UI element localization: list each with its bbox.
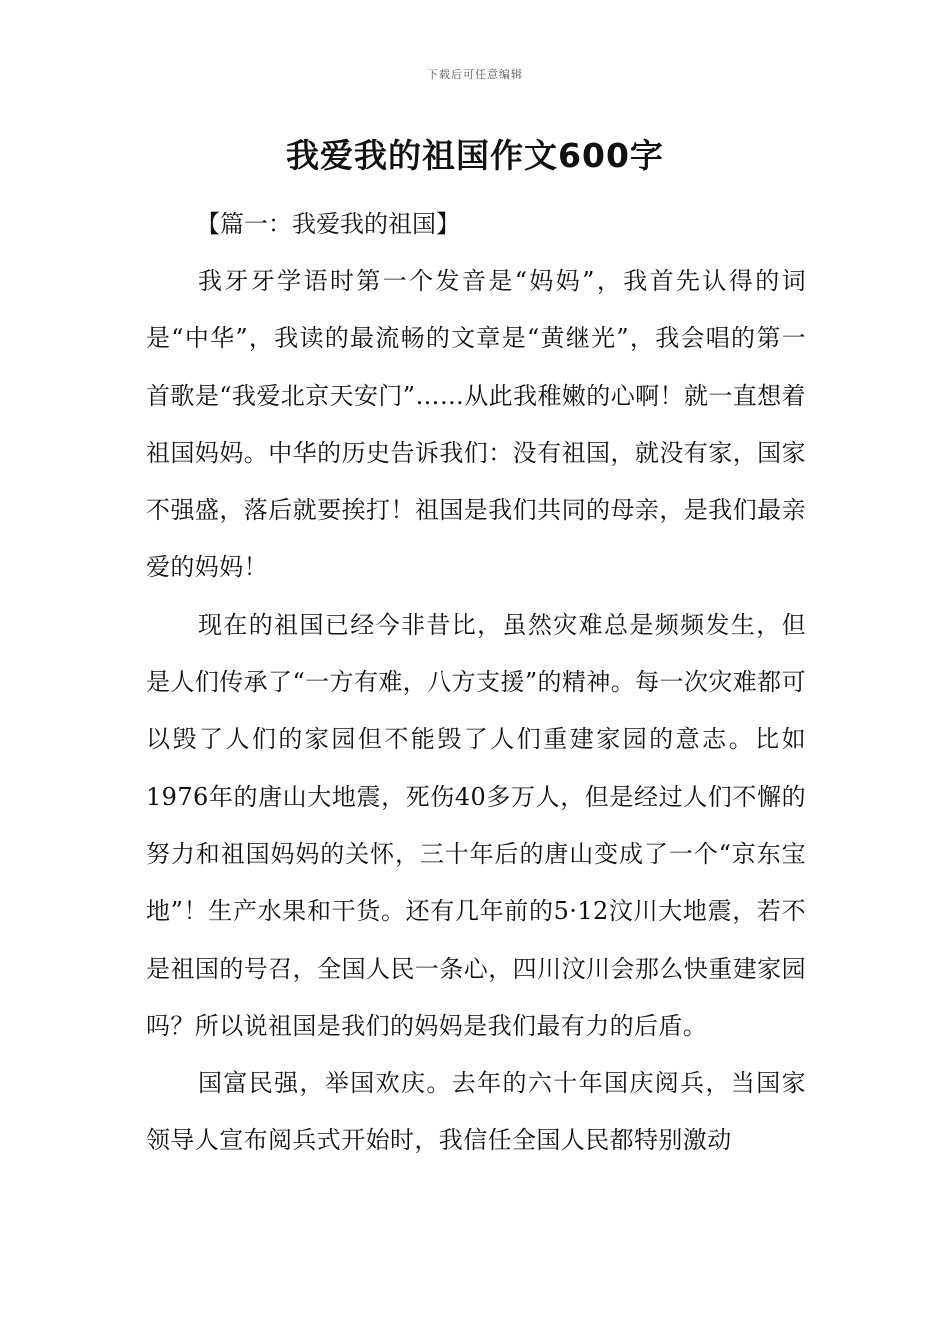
document-body: [146, 196, 806, 1170]
page-title: 我爱我的祖国作文600字: [286, 136, 664, 175]
header-note: 下载后可任意编辑: [427, 68, 523, 81]
paragraph-3: 国富民强，举国欢庆。去年的六十年国庆阅兵，当国家领导人宣布阅兵式开始时，我信任全国人民都特别激动: [146, 1069, 806, 1155]
paragraph-1: 我牙牙学语时第一个发音是“妈妈”，我首先认得的词是“中华”，我读的最流畅的文章是“黄继光”，我会唱的第一首歌是“我爱北京天安门”……从此我稚嫩的心啊！就一直想着祖国妈妈。中华的历史告诉我们：没有祖国，就没有家，国家不强盛，落后就要挨打！祖国是我们共同的母亲，是我们最亲爱的妈妈！: [146, 267, 806, 582]
paragraph-2: 现在的祖国已经今非昔比，虽然灾难总是频频发生，但是人们传承了“一方有难，八方支援”的精神。每一次灾难都可以毁了人们的家园但不能毁了人们重建家园的意志。比如1976年的唐山大地震，死伤40多万人，但是经过人们不懈的努力和祖国妈妈的关怀，三十年后的唐山变成了一个“京东宝地”！生产水果和干货。还有几年前的5·12汶川大地震，若不是祖国的号召，全国人民一条心，四川汶川会那么快重建家园吗？所以说祖国是我们的妈妈是我们最有力的后盾。: [146, 610, 806, 1040]
section-heading: 【篇一：我爱我的祖国】: [196, 210, 460, 238]
